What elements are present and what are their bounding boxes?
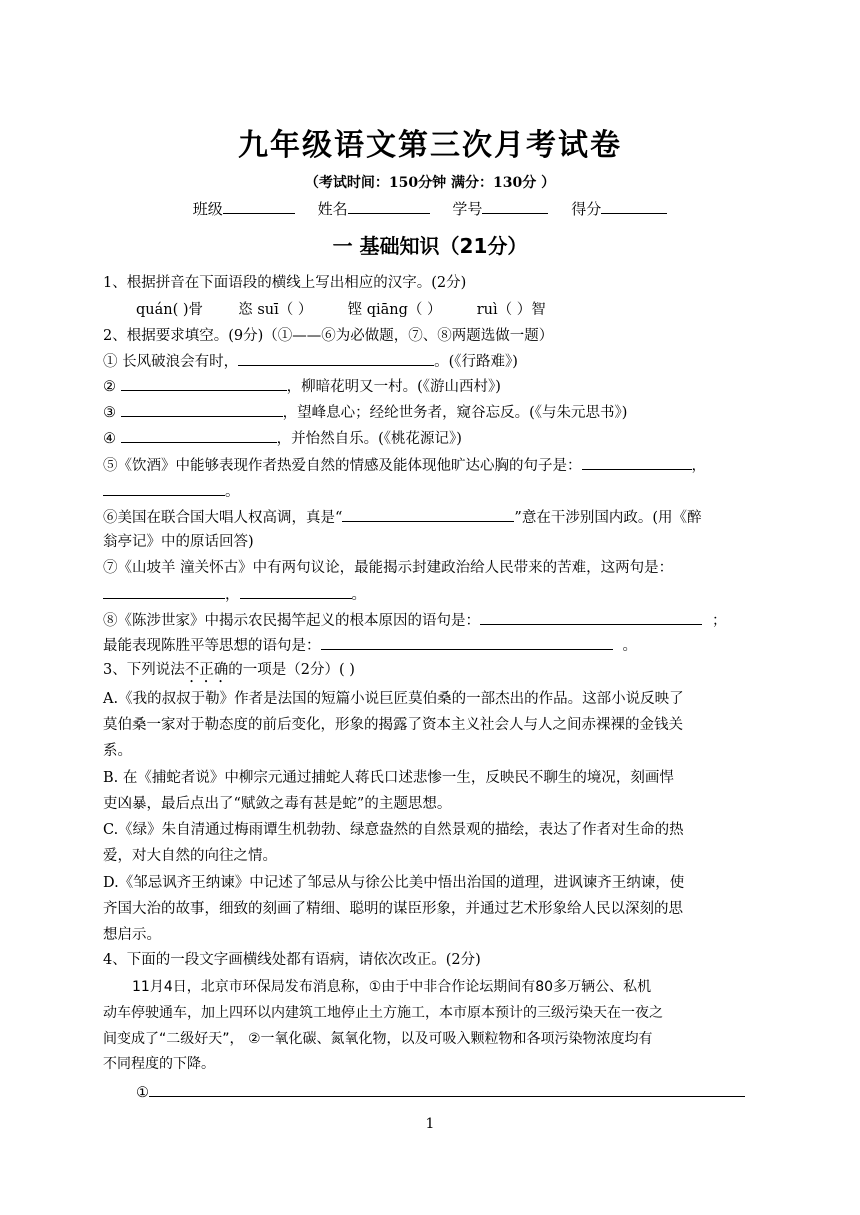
q1-item-1: quán( )骨 [136, 302, 204, 318]
q2-l8b-text: 最能表现陈胜平等思想的语句是： [103, 638, 321, 654]
q2-l2-suffix: ，柳暗花明又一村。(《游山西村》) [286, 379, 501, 395]
q2-l1-suffix: 。(《行路难》) [434, 354, 518, 370]
q4-para-line-2: 动车停驶通车，加上四环以内建筑工地停止土方施工，本市原本预计的三级污染天在一夜之 [103, 1005, 663, 1021]
q2-l3-blank[interactable] [121, 402, 283, 417]
q2-stem: 2、根据要求填空。(9分)（①——⑥为必做题，⑦、⑧两题选做一题） [103, 328, 554, 344]
q2-line-6 [103, 507, 702, 528]
q3-option-d-line-1: D.《邹忌讽齐王纳谏》中记述了邹忌从与徐公比美中悟出治国的道理，进讽谏齐王纳谏，使 [103, 875, 685, 891]
field-id-label: 学号 [452, 200, 483, 218]
q2-l3-suffix: ，望峰息心；经纶世务者，窥谷忘反。(《与朱元思书》) [282, 405, 628, 421]
q2-l6-suffix: ”意在干涉别国内政。(用《醉 [514, 510, 702, 526]
q2-l8-text: ⑧《陈涉世家》中揭示农民揭竿起义的根本原因的语句是： [103, 613, 480, 629]
exam-info: （考试时间：150分钟 满分：130分 ） [304, 175, 556, 191]
q2-l7-blank-1[interactable] [103, 584, 225, 599]
q2-l4-blank[interactable] [121, 428, 277, 443]
field-name-blank[interactable] [348, 200, 430, 214]
q2-l8-end: ； [712, 613, 727, 629]
q3-option-a-line-1: A.《我的叔叔于勒》作者是法国的短篇小说巨匠莫伯桑的一部杰出的作品。这部小说反映了 [103, 691, 684, 707]
q2-l3-prefix: ③ [103, 405, 121, 421]
q3-option-a-line-3: 系。 [103, 743, 132, 759]
exam-title: 九年级语文第三次月考试卷 [238, 128, 622, 163]
q2-line-5 [103, 455, 706, 476]
q4-answer-line [136, 1082, 745, 1103]
q2-l1-blank[interactable] [238, 351, 434, 366]
field-class-blank[interactable] [223, 200, 295, 214]
q3-option-c-line-2: 爱，对大自然的向往之情。 [103, 848, 277, 864]
q2-l8b-end: 。 [622, 638, 637, 654]
q2-line-7b [103, 584, 366, 605]
q2-line-4 [103, 428, 462, 449]
q3-option-c-line-1: C.《绿》朱自清通过梅雨谭生机勃勃、绿意盎然的自然景观的描绘，表达了作者对生命的热 [103, 822, 684, 838]
q2-l5-text: ⑤《饮酒》中能够表现作者热爱自然的情感及能体现他旷达心胸的句子是： [103, 458, 582, 474]
q2-line-1 [103, 351, 518, 372]
q2-line-7: ⑦《山坡羊 潼关怀古》中有两句议论，最能揭示封建政治给人民带来的苦难，这两句是： [103, 560, 674, 576]
q2-l5-blank-2[interactable] [103, 481, 225, 496]
q1-item-4: ruì（ ）智 [476, 302, 546, 318]
q1-stem: 1、根据拼音在下面语段的横线上写出相应的汉字。(2分) [103, 275, 467, 291]
q2-l2-blank[interactable] [121, 376, 287, 391]
q2-l2-prefix: ② [103, 379, 121, 395]
q3-stem [103, 660, 355, 686]
q2-l5-end: ， [691, 458, 706, 474]
q3-stem-b: 的一项是（2分）( ) [228, 662, 355, 678]
q2-line-8 [103, 610, 727, 631]
page-number: 1 [425, 1116, 435, 1132]
q2-l4-suffix: ，并怡然自乐。(《桃花源记》) [276, 431, 462, 447]
q1-item-3: 铿 qiāng（ ） [347, 302, 442, 318]
q3-stem-a: 3、下列说法 [103, 662, 185, 678]
q3-option-d-line-2: 齐国大治的故事，细致的刻画了精细、聪明的谋臣形象，并通过艺术形象给人民以深刻的思 [103, 901, 683, 917]
field-score-blank[interactable] [601, 200, 667, 214]
q1-items [136, 300, 546, 320]
q3-option-a-line-2: 莫伯桑一家对于勒态度的前后变化，形象的揭露了资本主义社会人与人之间赤裸裸的金钱关 [103, 717, 683, 733]
q4-answer-label: ① [136, 1085, 149, 1101]
q1-item-2: 恣 suī（ ） [238, 302, 313, 318]
field-name-label: 姓名 [317, 200, 348, 218]
q3-option-d-line-3: 想启示。 [103, 927, 161, 943]
q4-stem: 4、下面的一段文字画横线处都有语病，请依次改正。(2分) [103, 952, 481, 968]
q4-para-line-1: 11月4日，北京市环保局发布消息称，①由于中非合作论坛期间有80多万辆公、私机 [132, 979, 652, 995]
field-class-label: 班级 [192, 200, 223, 218]
q2-l6-prefix: ⑥美国在联合国大唱人权高调，真是“ [103, 510, 343, 526]
section-title: 一 基础知识（21分） [332, 234, 528, 258]
q4-para-line-3: 间变成了“二级好天”， ②一氧化碳、氮氧化物，以及可吸入颗粒物和各项污染物浓度均有 [103, 1031, 653, 1047]
q2-l8-blank-1[interactable] [480, 610, 702, 625]
q2-l8-blank-2[interactable] [321, 635, 613, 650]
q2-line-6b: 翁亭记》中的原话回答) [103, 534, 254, 550]
q3-stem-emphasis: 不正确 [184, 662, 229, 678]
q2-l7-blank-2[interactable] [240, 584, 352, 599]
q2-line-2 [103, 376, 501, 397]
q4-answer-blank[interactable] [149, 1082, 745, 1097]
q2-l6-blank[interactable] [342, 507, 514, 522]
q4-para-line-4: 不同程度的下降。 [103, 1056, 215, 1072]
q2-line-3 [103, 402, 627, 423]
q2-l1-prefix: ① 长风破浪会有时， [103, 354, 239, 370]
q2-line-8b [103, 635, 637, 656]
student-info-fields [0, 198, 860, 219]
field-score-label: 得分 [571, 200, 602, 218]
q2-l5-blank-1[interactable] [582, 455, 692, 470]
q3-option-b-line-2: 吏凶暴，最后点出了“赋敛之毒有甚是蛇”的主题思想。 [103, 796, 452, 812]
field-id-blank[interactable] [482, 200, 548, 214]
q2-l7b-mid: ， [225, 587, 240, 603]
q2-line-5b [103, 481, 240, 502]
q2-l5b-end: 。 [225, 484, 240, 500]
q2-l4-prefix: ④ [103, 431, 121, 447]
q3-option-b-line-1: B. 在《捕蛇者说》中柳宗元通过捕蛇人蒋氏口述悲惨一生，反映民不聊生的境况，刻画悍 [103, 770, 674, 786]
q2-l7b-end: 。 [351, 587, 366, 603]
